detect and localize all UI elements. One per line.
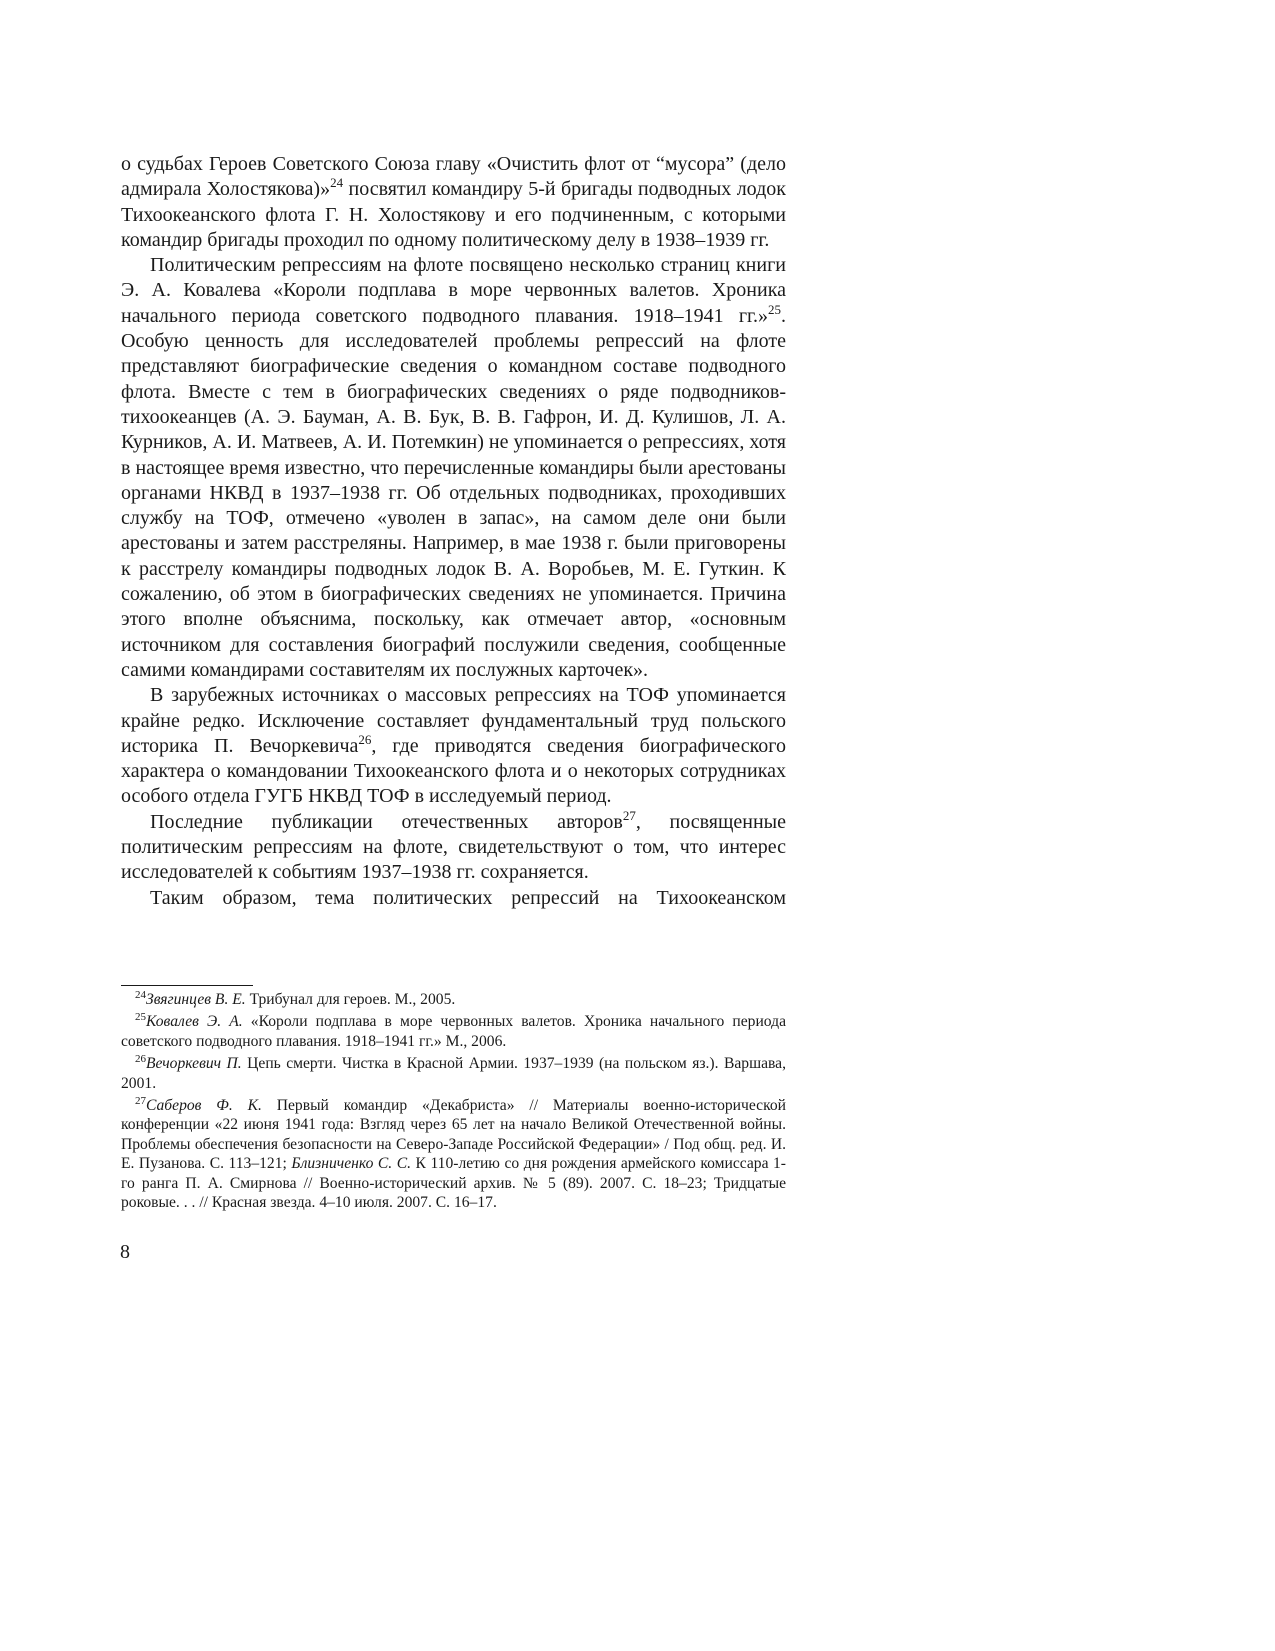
paragraph-5-text: Таким образом, тема политических репрессий на Тихоокеанском xyxy=(150,886,786,909)
footnote-author-2: Близниченко С. С. xyxy=(291,1155,412,1173)
footnote-number: 24 xyxy=(135,989,146,1001)
footnote-text: Цепь смерти. Чистка в Красной Армии. 1937–1939 (на польском яз.). Варшава, 2001. xyxy=(121,1055,786,1092)
paragraph-3-text: В зарубежных источниках о массовых репрессиях на ТОФ упоминается крайне редко. Исключение составляет фундаментальный труд польского историка П. Вечоркевича xyxy=(121,684,786,757)
footnote-25 xyxy=(121,1012,786,1051)
footnote-text: «Короли подплава в море червонных валетов. Хроника начального периода советского подводного плавания. 1918–1941 гг.» М., 2006. xyxy=(121,1013,787,1050)
paragraph-4-text-cont: , посвященные политическим репрессиям на флоте, свидетельствуют о том, что интерес исследователей к событиям 1937–1938 гг. сохраняется. xyxy=(121,810,786,884)
footnote-27 xyxy=(121,1096,786,1212)
footnote-divider xyxy=(121,985,253,986)
footnote-ref-24: 24 xyxy=(330,175,344,191)
paragraph-2 xyxy=(121,253,786,683)
footnote-number: 27 xyxy=(135,1095,146,1108)
paragraph-4 xyxy=(121,807,786,886)
footnote-text-cont: К 110-летию со дня рождения армейского комиссара 1-го ранга П. А. Смирнова // Военно-исторический архив. № 5 (89). 2007. С. 18–23; Тридцатые роковые. . . // Красная звезда. 4–10 июля. 2007. С. 16–17. xyxy=(121,1155,786,1212)
footnote-number: 25 xyxy=(135,1011,146,1024)
footnotes xyxy=(121,990,786,1215)
paragraph-2-text-cont: . Особую ценность для исследователей проблемы репрессий на флоте представляют биографические сведения о командном составе подводного флота. Вместе с тем в биографических сведениях о ряде подводников-тихоокеанцев (А. Э. Бауман, А. В. Бук, В. В. Гафрон, И. Д. Кулишов, Л. А. Курников, А. И. Матвеев, А. И. Потемкин) не упоминается о репрессиях, хотя в настоящее время известно, что перечисленные командиры были арестованы органами НКВД в 1937–1938 гг. Об отдельных подводниках, проходивших службу на ТОФ, отмечено «уволен в запас», на самом деле они были арестованы и затем расстреляны. Например, в мае 1938 г. были приговорены к расстрелу командиры подводных лодок В. А. Воробьев, М. Е. Гуткин. К сожалению, об этом в биографических сведениях не упоминается. Причина этого вполне объяснима, поскольку, как отмечает автор, «основным источником для составления биографий послужили сведения, сообщенные самими командирами составителям их послужных карточек». xyxy=(121,304,786,681)
footnote-26 xyxy=(121,1054,786,1093)
footnote-text: Первый командир «Декабриста» // Материалы военно-исторической конференции «22 июня 1941 года: Взгляд через 65 лет на начало Великой Отечественной войны. Проблемы обеспечения безопасности на Северо-Западе Российской Федерации» / Под общ. ред. И. Е. Пузанова. С. 113–121; xyxy=(121,1097,787,1173)
footnote-author: Звягинцев В. Е. xyxy=(146,991,246,1008)
paragraph-5 xyxy=(121,886,786,911)
footnote-ref-25: 25 xyxy=(768,301,781,317)
paragraph-4-text: Последние публикации отечественных авторов xyxy=(150,810,623,833)
main-text xyxy=(121,152,786,911)
footnote-author: Саберов Ф. К. xyxy=(146,1097,262,1115)
page-number: 8 xyxy=(120,1241,130,1263)
paragraph-3-text-cont: , где приводятся сведения биографического характера о командовании Тихоокеанского флота и о некоторых сотрудниках особого отдела ГУГБ НКВД ТОФ в исследуемый период. xyxy=(121,734,786,808)
footnote-text: Трибунал для героев. М., 2005. xyxy=(245,991,456,1008)
paragraph-3 xyxy=(121,683,786,809)
footnote-24 xyxy=(121,990,786,1009)
footnote-author: Ковалев Э. А. xyxy=(146,1013,243,1031)
paragraph-2-text: Политическим репрессиям на флоте посвящено несколько страниц книги Э. А. Ковалева «Короли подплава в море червонных валетов. Хроника начального периода советского подводного плавания. 1918–1941 гг.» xyxy=(121,254,786,327)
paragraph-1-text: о судьбах Героев Советского Союза главу «Очистить флот от “мусора” (дело адмирала Холостякова)» xyxy=(121,153,786,201)
footnote-author: Вечоркевич П. xyxy=(146,1055,242,1073)
footnote-number: 26 xyxy=(135,1053,146,1066)
footnote-ref-26: 26 xyxy=(358,731,372,747)
paragraph-1 xyxy=(121,152,786,253)
paragraph-1-text-cont: посвятил командиру 5-й бригады подводных лодок Тихоокеанского флота Г. Н. Холостякову и его подчиненным, с которыми командир бригады проходил по одному политическому делу в 1938–1939 гг. xyxy=(121,178,786,251)
footnote-ref-27: 27 xyxy=(622,807,636,823)
